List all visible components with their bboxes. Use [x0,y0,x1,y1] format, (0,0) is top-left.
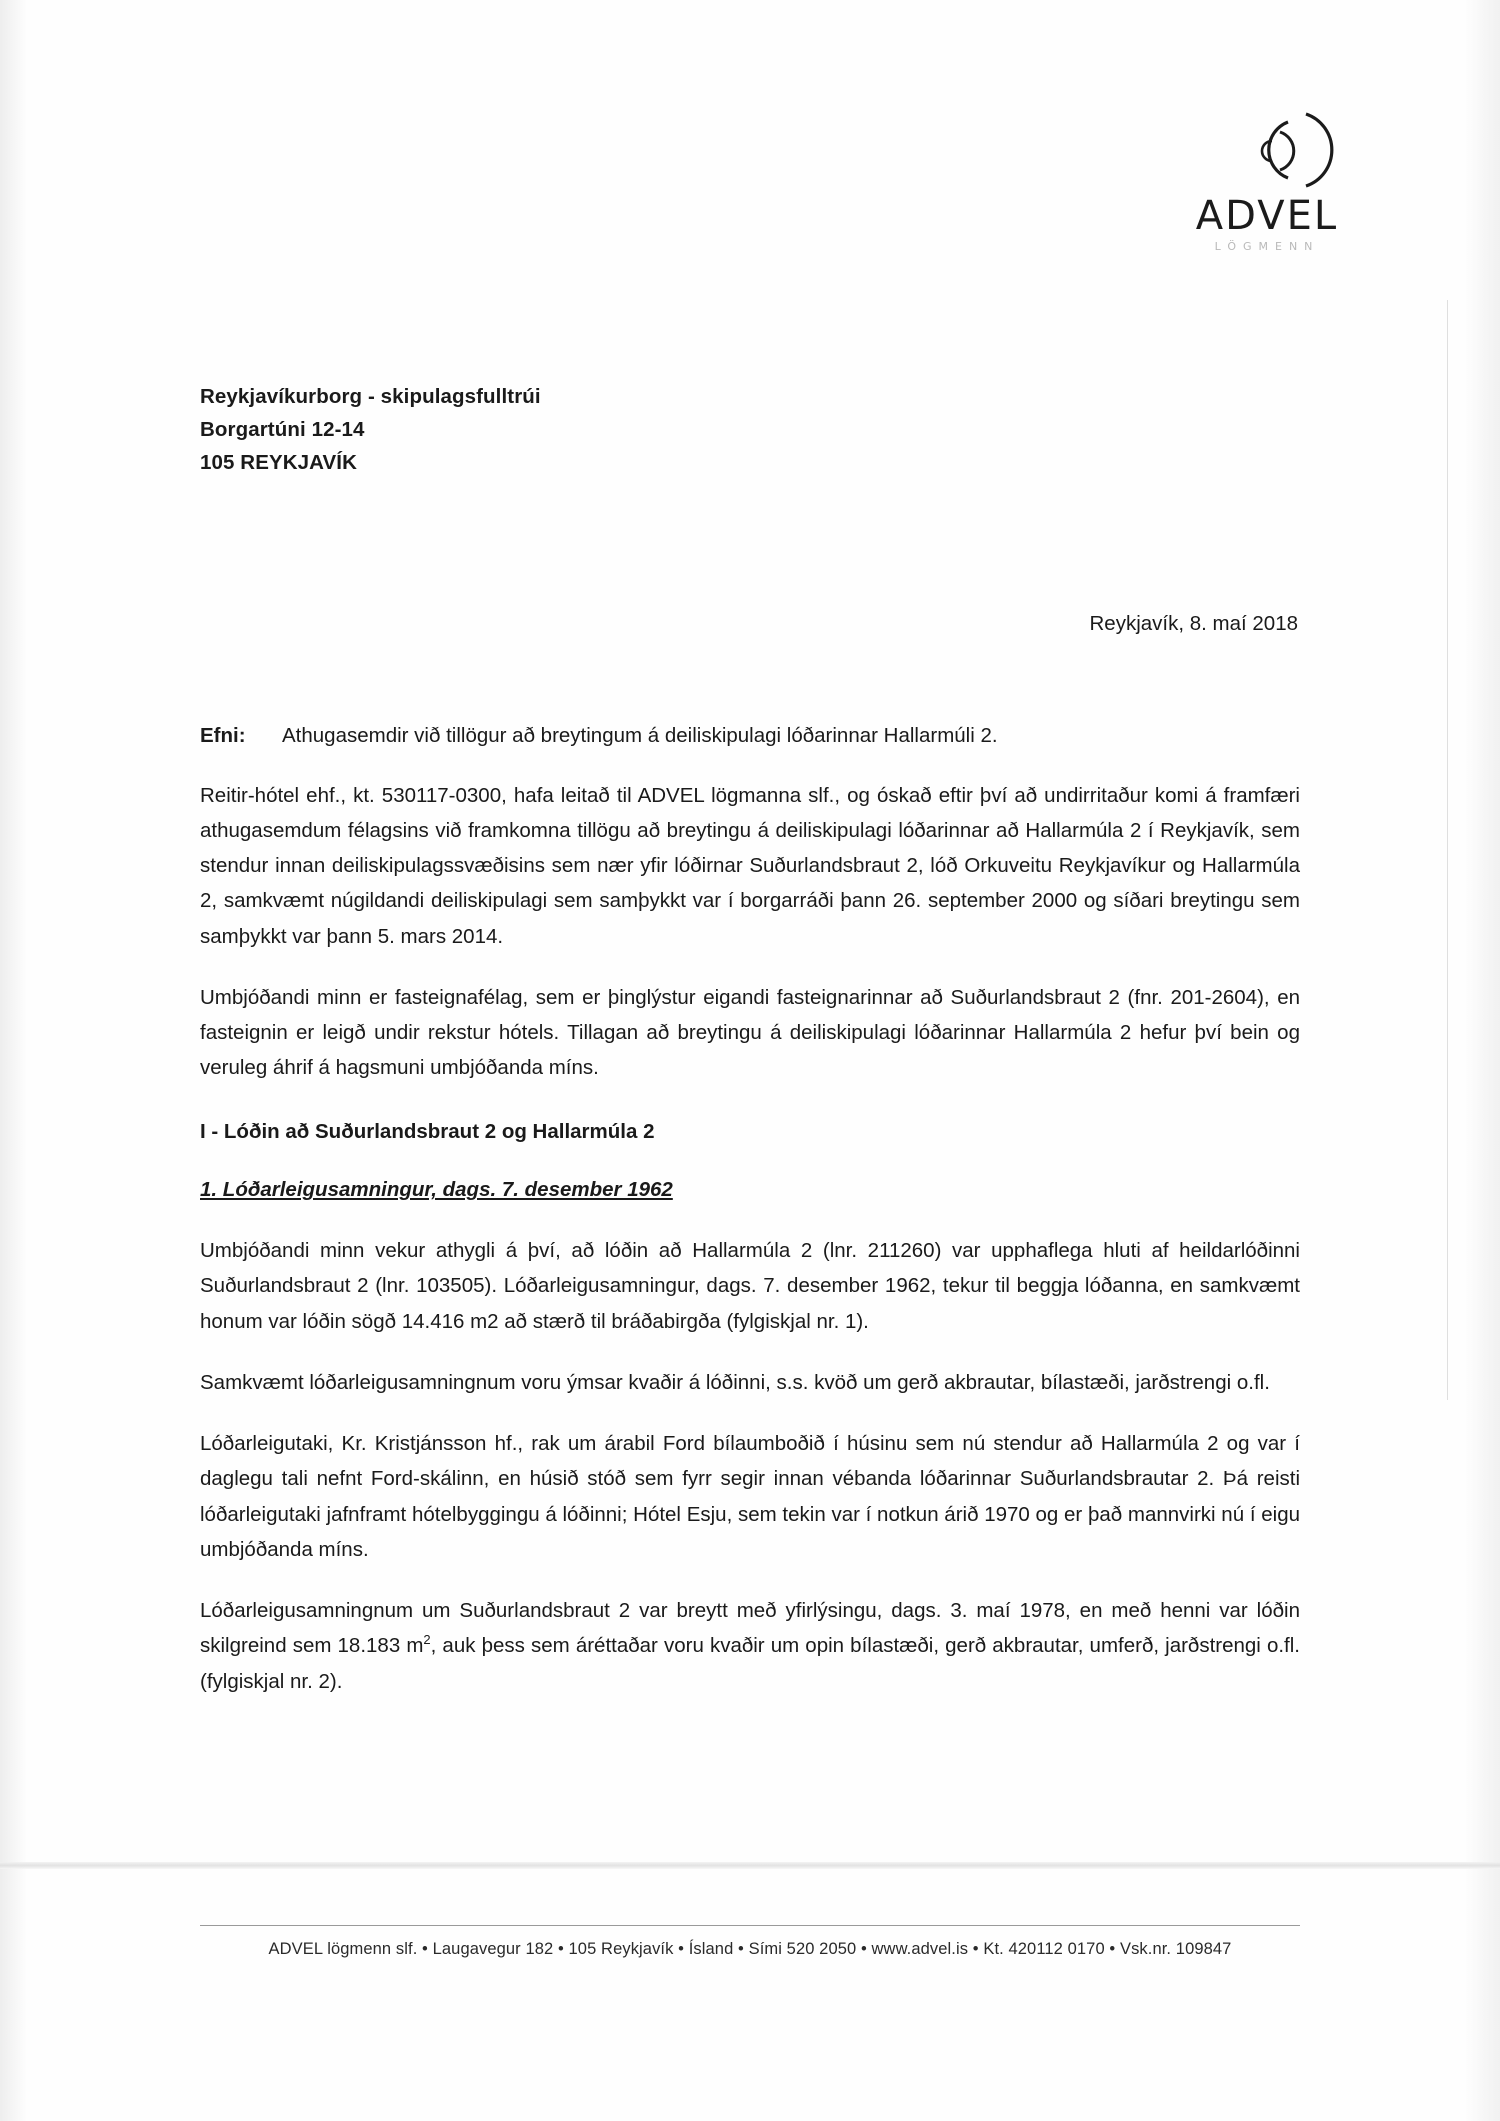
brand-tagline: LÖGMENN [1214,240,1320,253]
paragraph-1: Reitir-hótel ehf., kt. 530117-0300, hafa leitað til ADVEL lögmanna slf., og óskað eftir því að undirritaður komi á framfæri athugasemdum félagsins við framkomna tillögu að breytingu á deiliskipulagi lóðarinnar að Hallarmúla 2 í Reykjavík, sem stendur innan deiliskipulagssvæðisins sem nær yfir lóðirnar Suðurlandsbraut 2, lóð Orkuveitu Reykjavíkur og Hallarmúla 2, samkvæmt núgildandi deiliskipulagi sem samþykkt var í borgarráði þann 26. september 2000 og síðari breytingu sem samþykkt var þann 5. mars 2014. [200,783,1300,948]
paragraph-6 [200,1593,1300,1699]
section-heading-1: I - Lóðin að Suðurlandsbraut 2 og Hallarmúla 2 [200,1119,655,1143]
paragraph-6-superscript: 2 [423,1632,431,1648]
scan-edge-right [1466,0,1500,2121]
paragraph-6-part-b: , auk þess sem áréttaðar voru kvaðir um opin bílastæði, gerð akbrautar, umferð, jarðstrengi o.fl. (fylgiskjal nr. 2). [200,1634,1300,1693]
subject-row [200,724,1300,748]
addressee-line-3: 105 REYKJAVÍK [200,451,358,475]
date-line: Reykjavík, 8. maí 2018 [1089,611,1298,635]
scan-edge-left [0,0,26,2121]
footer-text: ADVEL lögmenn slf. • Laugavegur 182 • 105 Reykjavík • Ísland • Sími 520 2050 • www.advel.is • Kt. 420112 0170 • Vsk.nr. 109847 [268,1940,1232,1958]
letter-body [200,380,1300,1725]
paragraph-6-part-a: Lóðarleigusamningnum um Suðurlandsbraut 2 var breytt með yfirlýsingu, dags. 3. maí 1978, en með henni var lóðin skilgreind sem 18.183 m [200,1599,1300,1658]
paragraph-4: Samkvæmt lóðarleigusamningnum voru ýmsar kvaðir á lóðinni, s.s. kvöð um gerð akbrautar, bílastæði, jarðstrengi o.fl. [200,1370,1270,1394]
advel-swirl-logo-icon [1152,108,1382,194]
letterhead-logo [1152,108,1382,253]
addressee-block [200,380,1300,480]
subject-text: Athugasemdir við tillögur að breytingum á deiliskipulagi lóðarinnar Hallarmúli 2. [282,723,998,747]
paragraph-2: Umbjóðandi minn er fasteignafélag, sem er þinglýstur eigandi fasteignarinnar að Suðurlandsbraut 2 (fnr. 201-2604), en fasteignin er leigð undir rekstur hótels. Tillagan að breytingu á deiliskipulagi lóðarinnar Hallarmúla 2 hefur því bein og veruleg áhrif á hagsmuni umbjóðanda míns. [200,985,1300,1080]
footer-divider [200,1925,1300,1926]
addressee-line-1: Reykjavíkurborg - skipulagsfulltrúi [200,385,541,408]
paragraph-5: Lóðarleigutaki, Kr. Kristjánsson hf., rak um árabil Ford bílaumboðið í húsinu sem nú stendur að Hallarmúla 2 og var í daglegu tali nefnt Ford-skálinn, en húsið stóð sem fyrr segir innan vébanda lóðarinnar Suðurlandsbrautar 2. Þá reisti lóðarleigutaki jafnframt hótelbyggingu á lóðinni; Hótel Esju, sem tekin var í notkun árið 1970 og er það mannvirki nú í eigu umbjóðanda míns. [200,1432,1300,1561]
paragraph-3: Umbjóðandi minn vekur athygli á því, að lóðin að Hallarmúla 2 (lnr. 211260) var upphaflega hluti af heildarlóðinni Suðurlandsbraut 2 (lnr. 103505). Lóðarleigusamningur, dags. 7. desember 1962, tekur til beggja lóðanna, en samkvæmt honum var lóðin sögð 14.416 m2 að stærð til bráðabirgða (fylgiskjal nr. 1). [200,1239,1300,1333]
addressee-line-2: Borgartúni 12-14 [200,418,365,442]
subject-label: Efni: [200,723,246,747]
scan-artifact-band [0,1862,1500,1869]
page-footer [200,1925,1300,1959]
subsection-heading-1: 1. Lóðarleigusamningur, dags. 7. desember 1962 [200,1178,673,1202]
scan-artifact-line [1447,300,1448,1400]
brand-name: ADVEL [1195,193,1339,239]
